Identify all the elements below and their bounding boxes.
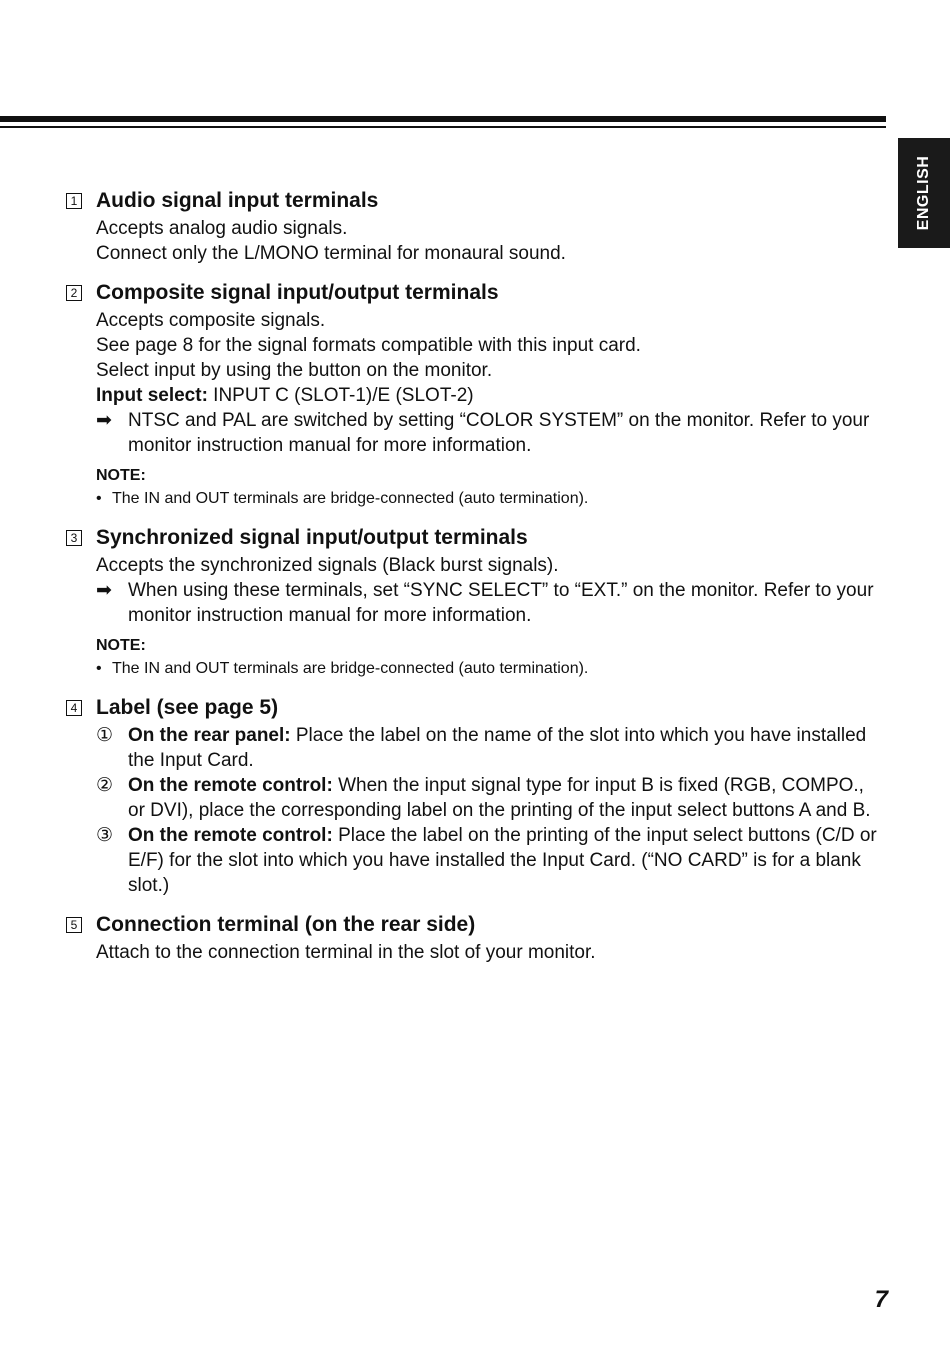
step-marker: ① (96, 725, 114, 746)
section-audio-input (66, 186, 886, 266)
step-text: Place the label on the printing of the input select buttons (C/D or E/F) for the slot into which you have installed the Input Card. (“NO CARD” is for a blank slot.) (128, 825, 877, 896)
body-line: Accepts analog audio signals. (96, 218, 348, 239)
section-title: Audio signal input terminals (96, 189, 379, 212)
body-line: Accepts the synchronized signals (Black burst signals). (96, 555, 559, 576)
step-heading: On the remote control: (128, 825, 333, 846)
reference-item (96, 578, 886, 628)
section-connection-terminal (66, 910, 886, 965)
step-heading: On the remote control: (128, 775, 333, 796)
section-title: Label (see page 5) (96, 696, 279, 719)
section-title: Connection terminal (on the rear side) (96, 913, 476, 936)
arrow-right-icon: ➡ (96, 410, 112, 431)
header-rule-thick (0, 116, 886, 122)
step-text: Place the label on the name of the slot into which you have installed the Input Card. (128, 725, 867, 771)
step-item (96, 723, 886, 773)
header-rule-thin (0, 126, 886, 128)
body-line: Select input by using the button on the monitor. (96, 360, 493, 381)
section-number-box: 2 (66, 285, 82, 301)
note-text: The IN and OUT terminals are bridge-connected (auto termination). (112, 660, 589, 677)
step-item (96, 773, 886, 823)
body-line: Connect only the L/MONO terminal for monaural sound. (96, 243, 566, 264)
bullet-icon: • (96, 490, 102, 507)
reference-item (96, 408, 886, 458)
section-number-box: 1 (66, 193, 82, 209)
reference-text: When using these terminals, set “SYNC SELECT” to “EXT.” on the monitor. Refer to your monitor instruction manual for more information. (128, 580, 874, 626)
body-line: Attach to the connection terminal in the slot of your monitor. (96, 942, 596, 963)
step-heading: On the rear panel: (128, 725, 291, 746)
input-select-label: Input select: (96, 385, 208, 406)
step-item (96, 823, 886, 898)
section-composite-io (66, 278, 886, 511)
page-number: 7 (874, 1286, 888, 1313)
step-marker: ③ (96, 825, 114, 846)
section-title: Synchronized signal input/output terminals (96, 526, 528, 549)
main-content (66, 186, 886, 977)
section-title: Composite signal input/output terminals (96, 281, 499, 304)
section-number-box: 3 (66, 530, 82, 546)
bullet-icon: • (96, 660, 102, 677)
body-line: Accepts composite signals. (96, 310, 326, 331)
section-sync-io (66, 523, 886, 681)
note-heading: NOTE: (96, 467, 146, 484)
step-marker: ② (96, 775, 114, 796)
section-label (66, 693, 886, 898)
note-item (96, 657, 886, 681)
language-tab-label: ENGLISH (915, 155, 932, 231)
language-tab (898, 138, 950, 248)
section-number-box: 5 (66, 917, 82, 933)
body-line: See page 8 for the signal formats compatible with this input card. (96, 335, 641, 356)
note-text: The IN and OUT terminals are bridge-connected (auto termination). (112, 490, 589, 507)
input-select-value: INPUT C (SLOT-1)/E (SLOT-2) (207, 385, 474, 406)
note-item (96, 487, 886, 511)
arrow-right-icon: ➡ (96, 580, 112, 601)
reference-text: NTSC and PAL are switched by setting “COLOR SYSTEM” on the monitor. Refer to your monitor instruction manual for more information. (128, 410, 870, 456)
note-heading: NOTE: (96, 637, 146, 654)
step-text: When the input signal type for input B is fixed (RGB, COMPO., or DVI), place the corresponding label on the printing of the input select buttons A and B. (128, 775, 871, 821)
input-select-line (96, 383, 886, 408)
section-number-box: 4 (66, 700, 82, 716)
